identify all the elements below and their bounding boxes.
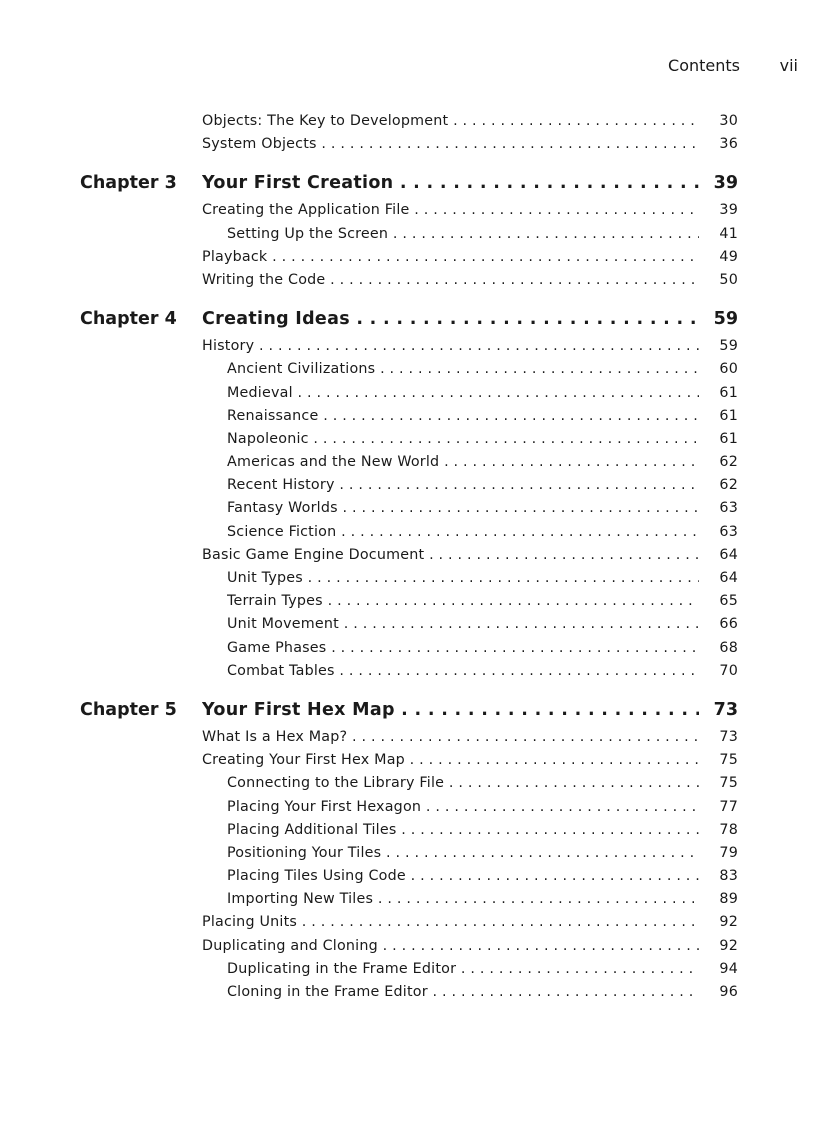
entry-page-number: 39 <box>719 202 738 219</box>
toc-section <box>0 292 816 683</box>
chapter-title: Your First Hex Map . . . <box>202 695 699 725</box>
toc-subentry[interactable] <box>0 888 816 911</box>
toc-entry[interactable] <box>0 911 816 934</box>
entry-title: Connecting to the Library File . . . <box>227 772 699 795</box>
toc-subentry[interactable] <box>0 637 816 660</box>
toc-subentry[interactable] <box>0 567 816 590</box>
entry-title: Importing New Tiles . . . <box>227 888 699 911</box>
toc-subentry[interactable] <box>0 382 816 405</box>
toc-subentry[interactable] <box>0 660 816 683</box>
entry-title: Fantasy Worlds . . . <box>227 497 699 520</box>
toc-section <box>0 156 816 292</box>
running-header <box>0 56 816 78</box>
entry-page-number: 94 <box>719 960 738 977</box>
entry-page-number: 75 <box>719 775 738 792</box>
entry-title: Cloning in the Frame Editor . . . <box>227 981 699 1004</box>
entry-page-number: 62 <box>719 477 738 494</box>
chapter-title: Your First Creation . . . <box>202 168 699 198</box>
toc-entry[interactable] <box>0 726 816 749</box>
entry-page-number: 30 <box>719 113 738 129</box>
table-of-contents <box>0 110 816 1004</box>
toc-entry[interactable] <box>0 335 816 358</box>
toc-subentry[interactable] <box>0 223 816 246</box>
entry-page-number: 73 <box>719 728 738 745</box>
entry-title: Duplicating in the Frame Editor . . . <box>227 958 699 981</box>
entry-page-number: 70 <box>719 662 738 679</box>
entry-title: Game Phases . . . <box>227 637 699 660</box>
entry-title: Recent History . . . <box>227 474 699 497</box>
entry-page-number: 96 <box>719 984 738 1000</box>
entry-title: Creating the Application File . . . <box>202 199 699 222</box>
entry-page-number: 63 <box>719 523 738 540</box>
entry-page-number: 59 <box>719 338 738 355</box>
chapter-label: Chapter 4 <box>80 309 177 330</box>
entry-title: System Objects . . . <box>202 133 699 156</box>
entry-title: Combat Tables . . . <box>227 660 699 683</box>
entry-page-number: 77 <box>719 798 738 815</box>
entry-title: Medieval . . . <box>227 382 699 405</box>
entry-title: Placing Additional Tiles . . . <box>227 819 699 842</box>
entry-page-number: 60 <box>719 361 738 378</box>
entry-title: Creating Your First Hex Map . . . <box>202 749 699 772</box>
entry-title: Placing Units . . . <box>202 911 699 934</box>
toc-subentry[interactable] <box>0 497 816 520</box>
entry-page-number: 92 <box>719 914 738 931</box>
toc-entry[interactable] <box>0 199 816 222</box>
entry-title: Basic Game Engine Document . . . <box>202 544 699 567</box>
entry-page-number: 61 <box>719 430 738 447</box>
toc-subentry[interactable] <box>0 521 816 544</box>
entry-title: Writing the Code . . . <box>202 269 699 292</box>
toc-section <box>0 683 816 1004</box>
toc-subentry[interactable] <box>0 474 816 497</box>
entry-title: Terrain Types . . . <box>227 590 699 613</box>
toc-section <box>0 110 816 156</box>
entry-page-number: 61 <box>719 384 738 401</box>
toc-entry[interactable] <box>0 269 816 292</box>
toc-entry[interactable] <box>0 544 816 567</box>
entry-title: History . . . <box>202 335 699 358</box>
entry-title: Americas and the New World . . . <box>227 451 699 474</box>
chapter-heading[interactable] <box>0 156 816 199</box>
entry-page-number: 62 <box>719 454 738 471</box>
toc-entry[interactable] <box>0 133 816 156</box>
entry-page-number: 36 <box>719 136 738 153</box>
entry-page-number: 41 <box>719 225 738 242</box>
entry-title: Setting Up the Screen . . . <box>227 223 699 246</box>
toc-subentry[interactable] <box>0 358 816 381</box>
chapter-label: Chapter 5 <box>80 699 177 720</box>
toc-subentry[interactable] <box>0 405 816 428</box>
toc-subentry[interactable] <box>0 613 816 636</box>
chapter-page-number: 59 <box>713 309 738 330</box>
entry-title: Objects: The Key to Development . . . <box>202 110 699 133</box>
toc-entry[interactable] <box>0 246 816 269</box>
entry-page-number: 75 <box>719 752 738 769</box>
chapter-heading[interactable] <box>0 292 816 335</box>
toc-subentry[interactable] <box>0 428 816 451</box>
entry-page-number: 78 <box>719 821 738 838</box>
entry-page-number: 63 <box>719 500 738 517</box>
toc-entry[interactable] <box>0 749 816 772</box>
chapter-heading[interactable] <box>0 683 816 726</box>
toc-subentry[interactable] <box>0 865 816 888</box>
entry-page-number: 64 <box>719 546 738 563</box>
toc-subentry[interactable] <box>0 819 816 842</box>
entry-page-number: 66 <box>719 616 738 633</box>
entry-title: Duplicating and Cloning . . . <box>202 935 699 958</box>
entry-page-number: 83 <box>719 868 738 885</box>
entry-title: Ancient Civilizations . . . <box>227 358 699 381</box>
toc-subentry[interactable] <box>0 772 816 795</box>
entry-title: Placing Your First Hexagon . . . <box>227 796 699 819</box>
toc-entry[interactable] <box>0 935 816 958</box>
entry-title: Placing Tiles Using Code . . . <box>227 865 699 888</box>
entry-title: Napoleonic . . . <box>227 428 699 451</box>
entry-page-number: 92 <box>719 937 738 954</box>
entry-title: Renaissance . . . <box>227 405 699 428</box>
entry-title: Unit Movement . . . <box>227 613 699 636</box>
entry-page-number: 64 <box>719 570 738 586</box>
entry-page-number: 68 <box>719 639 738 656</box>
entry-page-number: 89 <box>719 891 738 908</box>
entry-title: Unit Types . . . <box>227 567 699 590</box>
toc-subentry[interactable] <box>0 842 816 865</box>
page-number: vii <box>779 56 798 75</box>
entry-title: Playback . . . <box>202 246 699 269</box>
entry-page-number: 79 <box>719 844 738 861</box>
running-header-title: Contents <box>668 56 740 75</box>
entry-title: Science Fiction . . . <box>227 521 699 544</box>
chapter-label: Chapter 3 <box>80 173 177 194</box>
entry-page-number: 65 <box>719 593 738 610</box>
toc-subentry[interactable] <box>0 958 816 981</box>
entry-title: What Is a Hex Map? . . . <box>202 726 699 749</box>
toc-subentry[interactable] <box>0 981 816 1004</box>
toc-entry[interactable] <box>0 110 816 133</box>
chapter-page-number: 73 <box>713 699 738 720</box>
chapter-title: Creating Ideas . . . <box>202 304 699 334</box>
toc-subentry[interactable] <box>0 590 816 613</box>
toc-subentry[interactable] <box>0 796 816 819</box>
entry-page-number: 50 <box>719 271 738 288</box>
chapter-page-number: 39 <box>713 173 738 194</box>
entry-page-number: 49 <box>719 248 738 265</box>
entry-page-number: 61 <box>719 407 738 424</box>
toc-subentry[interactable] <box>0 451 816 474</box>
entry-title: Positioning Your Tiles . . . <box>227 842 699 865</box>
